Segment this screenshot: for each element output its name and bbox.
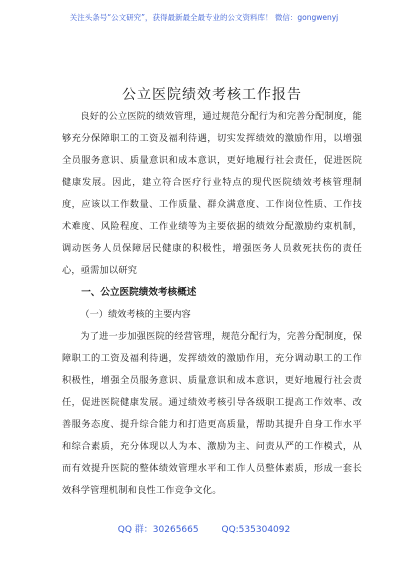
document-body	[62, 84, 362, 502]
footer-contacts	[0, 522, 408, 535]
qq-text: QQ:535304092	[221, 525, 291, 535]
qq-group-text: QQ 群：30265665	[117, 525, 199, 535]
subsection-heading: （一）绩效考核的主要内容	[80, 309, 191, 320]
body-paragraph: 为了进一步加强医院的经营管理，规范分配行为，完善分配制度，保障职工的工资及福利待遇，发挥绩效的激励作用，充分调动职工的工作积极性，增强全员服务意识、质量意识和成本意识，更好地履行社会责任，促进医院健康发展。通过绩效考核引导各级职工提高工作效率、改善服务态度、提升综合能力和打造更高质量，帮助其提升自身工作水平和综合素质，充分体现以人为本、激励为主、问责从严的工作模式，从而有效提升医院的整体绩效管理水平和工作人员整体素质，形成一套长效科学管理机制和良性工作竞争文化。	[62, 331, 363, 496]
document-title: 公立医院绩效考核工作报告	[122, 87, 302, 103]
intro-paragraph: 良好的公立医院的绩效管理，通过规范分配行为和完善分配制度，能够充分保障职工的工资及福利待遇，切实发挥绩效的激励作用，以增强全员服务意识、质量意识和成本意识，更好地履行社会责任，促进医院健康发展。因此，建立符合医疗行业特点的现代医院绩效考核管理制度，应该以工作数量、工作质量、群众满意度、工作岗位性质、工作技术难度、风险程度、工作业绩等为主要依据的绩效分配激励约束机制，调动医务人员保障居民健康的积极性，增强医务人员救死扶伤的责任心，亟需加以研究	[62, 111, 363, 276]
header-banner: 关注头条号“公文研究”，获得最新最全最专业的公文资料库！ 微信：gongwenyj	[69, 13, 339, 22]
section-heading: 一、公立医院绩效考核概述	[81, 287, 197, 298]
